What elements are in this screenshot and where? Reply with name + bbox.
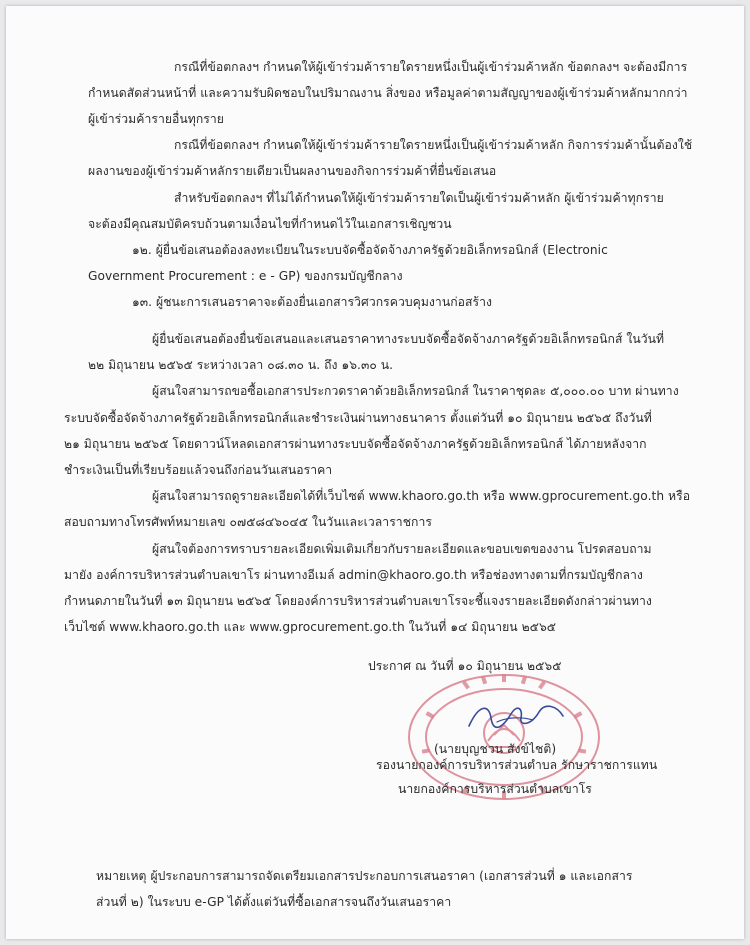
text-line: กรณีที่ข้อตกลงฯ กำหนดให้ผู้เข้าร่วมค้ารายใดรายหนึ่งเป็นผู้เข้าร่วมค้าหลัก ข้อตกลงฯ จะต้องมีการ [174,60,688,74]
text-line: กำหนดภายในวันที่ ๑๓ มิถุนายน ๒๕๖๕ โดยองค์การบริหารส่วนตำบลเขาโรจะชี้แจงรายละเอียดดังกล่าวผ่านทาง [64,594,652,608]
text-line: Government Procurement : e - GP) ของกรมบัญชีกลาง [88,269,403,283]
text-line: เว็บไซต์ www.khaoro.go.th และ www.gprocurement.go.th ในวันที่ ๑๔ มิถุนายน ๒๕๖๕ [64,620,557,634]
text-line: ผู้เข้าร่วมค้ารายอื่นทุกราย [88,112,224,126]
text-line: ๑๓. ผู้ชนะการเสนอราคาจะต้องยื่นเอกสารวิศวกรควบคุมงานก่อสร้าง [132,295,492,309]
signer-title-1: รองนายกองค์การบริหารส่วนตำบล รักษาราชการแทน [376,758,658,772]
text-line: จะต้องมีคุณสมบัติครบถ้วนตามเงื่อนไขที่กำหนดไว้ในเอกสารเชิญชวน [88,217,452,231]
text-line: กรณีที่ข้อตกลงฯ กำหนดให้ผู้เข้าร่วมค้ารายใดรายหนึ่งเป็นผู้เข้าร่วมค้าหลัก กิจการร่วมค้านั้นต้องใช้ [174,138,693,152]
text-line: ผู้สนใจต้องการทราบรายละเอียดเพิ่มเติมเกี่ยวกับรายละเอียดและขอบเขตของงาน โปรดสอบถาม [152,542,652,556]
text-line: ผู้สนใจสามารถขอซื้อเอกสารประกวดราคาด้วยอิเล็กทรอนิกส์ ในราคาชุดละ ๕,๐๐๐.๐๐ บาท ผ่านทาง [152,384,679,398]
note-line-1: หมายเหตุ ผู้ประกอบการสามารถจัดเตรียมเอกสารประกอบการเสนอราคา (เอกสารส่วนที่ ๑ และเอกสาร [96,869,633,883]
note-line-2: ส่วนที่ ๒) ในระบบ e-GP ได้ตั้งแต่วันที่ซื้อเอกสารจนถึงวันเสนอราคา [96,895,452,909]
text-line: ๒๑ มิถุนายน ๒๕๖๕ โดยดาวน์โหลดเอกสารผ่านทางระบบจัดซื้อจัดจ้างภาครัฐด้วยอิเล็กทรอนิกส์ ได้ภายหลังจาก [64,437,647,451]
text-line: ผู้สนใจสามารถดูรายละเอียดได้ที่เว็บไซต์ www.khaoro.go.th หรือ www.gprocurement.go.th หรือ [152,489,691,503]
text-line: ๑๒. ผู้ยื่นข้อเสนอต้องลงทะเบียนในระบบจัดซื้อจัดจ้างภาครัฐด้วยอิเล็กทรอนิกส์ (Electronic [132,243,608,257]
text-line: มายัง องค์การบริหารส่วนตำบลเขาโร ผ่านทางอีเมล์ admin@khaoro.go.th หรือช่องทางตามที่กรมบัญชีกลาง [64,568,643,582]
document-page [6,6,744,939]
text-line: ๒๒ มิถุนายน ๒๕๖๕ ระหว่างเวลา ๐๘.๓๐ น. ถึง ๑๖.๓๐ น. [88,358,394,372]
signature-icon [461,696,571,736]
signer-title-2: นายกองค์การบริหารส่วนตำบลเขาโร [398,782,592,796]
text-line: สอบถามทางโทรศัพท์หมายเลข ๐๗๕๘๔๖๐๔๕ ในวันและเวลาราชการ [64,515,432,529]
announce-date: ประกาศ ณ วันที่ ๑๐ มิถุนายน ๒๕๖๕ [368,659,562,673]
text-line: ผลงานของผู้เข้าร่วมค้าหลักรายเดียวเป็นผลงานของกิจการร่วมค้าที่ยื่นข้อเสนอ [88,164,497,178]
text-line: ชำระเงินเป็นที่เรียบร้อยแล้วจนถึงก่อนวันเสนอราคา [64,463,333,477]
text-line: สำหรับข้อตกลงฯ ที่ไม่ได้กำหนดให้ผู้เข้าร่วมค้ารายใดเป็นผู้เข้าร่วมค้าหลัก ผู้เข้าร่วมค้าทุกราย [174,191,664,205]
text-line: กำหนดสัดส่วนหน้าที่ และความรับผิดชอบในปริมาณงาน สิ่งของ หรือมูลค่าตามสัญญาของผู้เข้าร่วมค้าหลักมากกว่า [88,86,688,100]
text-line: ระบบจัดซื้อจัดจ้างภาครัฐด้วยอิเล็กทรอนิกส์และชำระเงินผ่านทางธนาคาร ตั้งแต่วันที่ ๑๐ มิถุนายน ๒๕๖๕ ถึงวันที่ [64,411,652,425]
signer-name: (นายบุญชวน สังข์ไชติ) [434,742,557,756]
text-line: ผู้ยื่นข้อเสนอต้องยื่นข้อเสนอและเสนอราคาทางระบบจัดซื้อจัดจ้างภาครัฐด้วยอิเล็กทรอนิกส์ ในวันที่ [152,332,665,346]
